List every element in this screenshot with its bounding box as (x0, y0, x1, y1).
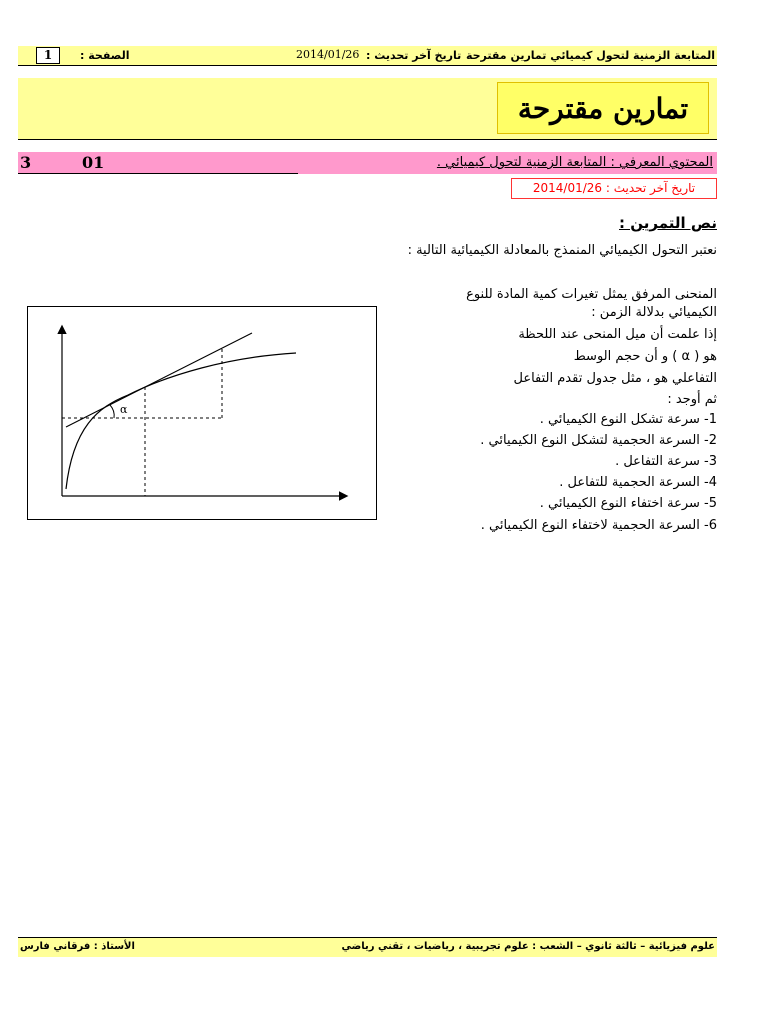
question-item: 2- السرعة الحجمية لتشكل النوع الكيميائي . (480, 433, 717, 448)
exercise-line: ثم أوجد : (667, 392, 717, 407)
exercise-line: هو ( α ) و أن حجم الوسط (573, 349, 717, 364)
last-update-box: تاريخ آخر تحديث : 2014/01/26 (511, 178, 717, 199)
exercise-line: الكيميائي بدلالة الزمن : (591, 305, 717, 320)
header-bar (18, 46, 717, 66)
title-band (18, 78, 717, 140)
exercise-intro: نعتبر التحول الكيميائي المنمذج بالمعادلة الكيميائية التالية : (407, 243, 717, 258)
exercise-line: إذا علمت أن ميل المنحى عند اللحظة (518, 327, 717, 342)
graph-figure (27, 306, 377, 520)
content-bar (18, 152, 717, 174)
header-date: 2014/01/26 (296, 48, 360, 61)
page-title: تمارين مقترحة (517, 91, 689, 125)
header-page-label: الصفحة : (80, 49, 130, 62)
exercise-number: 01 (82, 153, 105, 172)
header-date-label: تاريخ آخر تحديث : (366, 49, 462, 62)
footer-teacher: الأستاذ : فرقاني فارس (20, 941, 135, 952)
header-title: المتابعة الزمنية لتحول كيميائي تمارين مقترحة (465, 49, 715, 62)
tangent-line (66, 333, 252, 427)
content-label: المحتوي المعرفي : المتابعة الزمنية لتحول كيميائي . (436, 155, 713, 170)
page-number: 1 (36, 47, 60, 64)
exercise-line: التفاعلي هو ، مثل جدول تقدم التفاعل (513, 371, 717, 386)
title-box (497, 82, 709, 134)
angle-arc (110, 405, 114, 418)
graph-svg (28, 307, 376, 519)
question-item: 3- سرعة التفاعل . (615, 454, 717, 469)
angle-label: α (120, 403, 128, 416)
unit-number: 3 (20, 153, 32, 172)
question-item: 6- السرعة الحجمية لاختفاء النوع الكيميائي . (480, 518, 717, 533)
number-underline (18, 173, 298, 174)
curve (66, 353, 296, 489)
question-item: 1- سرعة تشكل النوع الكيميائي . (539, 412, 717, 427)
exercise-line: المنحنى المرفق يمثل تغيرات كمية المادة للنوع (466, 287, 717, 302)
footer-bar (18, 937, 717, 957)
question-item: 5- سرعة اختفاء النوع الكيميائي . (539, 496, 717, 511)
question-item: 4- السرعة الحجمية للتفاعل . (559, 475, 717, 490)
footer-course: علوم فيزيائية – ثالثة ثانوي – الشعب : علوم تجريبية ، رياضيات ، تقني رياضي (341, 941, 715, 952)
exercise-heading: نص التمرين : (619, 214, 717, 232)
